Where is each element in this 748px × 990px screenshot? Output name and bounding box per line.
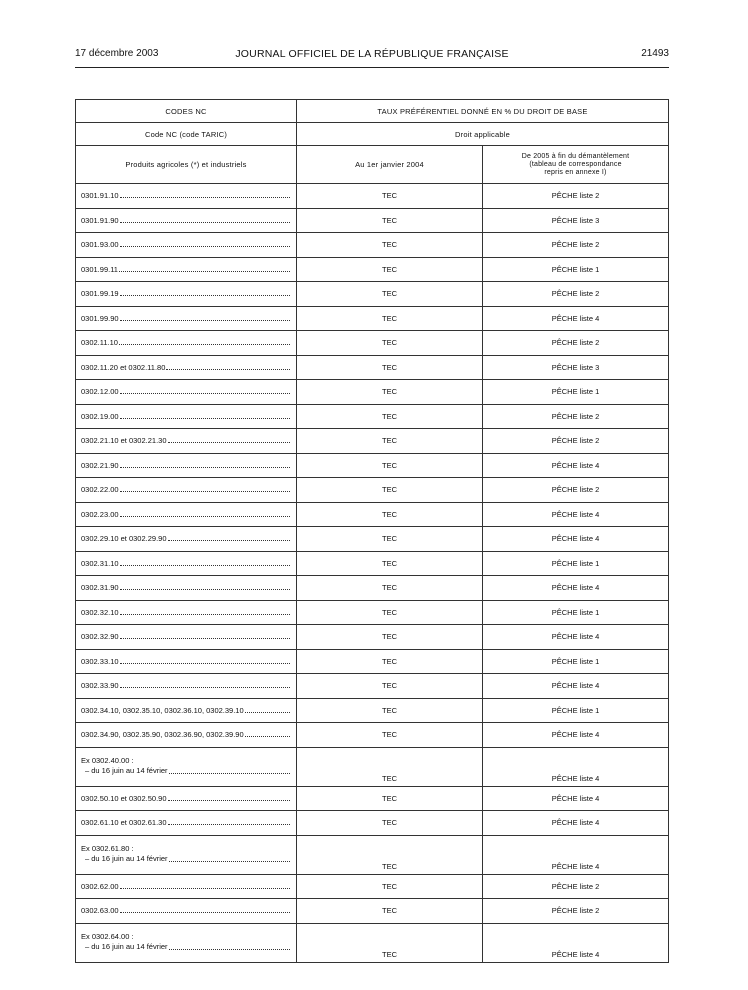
code-cell [76,478,297,503]
code-cell [76,306,297,331]
page-number: 21493 [641,48,669,59]
dot-leader [120,467,290,468]
dot-leader [120,222,290,223]
table-row [76,404,669,429]
dot-leader [120,295,290,296]
rate-2005: PÊCHE liste 2 [483,899,669,924]
table-row [76,502,669,527]
code-cell [76,233,297,258]
dot-leader [120,663,290,664]
code-sublabel: – du 16 juin au 14 février [85,854,168,863]
rate-2005: PÊCHE liste 2 [483,184,669,209]
table-row [76,453,669,478]
code-label: 0302.33.90 [81,681,119,691]
rate-2005: PÊCHE liste 4 [483,674,669,699]
head-2005 [483,146,669,184]
rate-2004: TEC [297,625,483,650]
code-label: 0302.34.10, 0302.35.10, 0302.36.10, 0302.39.10 [81,705,244,715]
table-row [76,355,669,380]
rate-2005: PÊCHE liste 4 [483,811,669,836]
rate-2005: PÊCHE liste 3 [483,355,669,380]
table-row [76,874,669,899]
table-row [76,551,669,576]
code-label: 0302.33.10 [81,656,119,666]
dot-leader [245,712,290,713]
rate-2004: TEC [297,233,483,258]
code-label: Ex 0302.61.80 : [81,844,134,853]
head-2005-line2: (tableau de correspondance [529,160,622,168]
rate-2005: PÊCHE liste 1 [483,698,669,723]
rate-2004: TEC [297,478,483,503]
code-label: Ex 0302.40.00 : [81,756,134,765]
rate-2004: TEC [297,576,483,601]
head-droit: Droit applicable [297,123,669,146]
code-cell [76,576,297,601]
code-label: 0301.91.10 [81,191,119,201]
rate-2004: TEC [297,306,483,331]
dot-leader [120,393,290,394]
code-cell [76,184,297,209]
rate-2005: PÊCHE liste 2 [483,429,669,454]
code-cell [76,723,297,748]
rate-2004: TEC [297,257,483,282]
code-cell [76,698,297,723]
code-cell [76,649,297,674]
head-code-taric: Code NC (code TARIC) [76,123,297,146]
rate-2004: TEC [297,380,483,405]
table-row [76,306,669,331]
table-row [76,625,669,650]
rate-2005: PÊCHE liste 1 [483,600,669,625]
code-label: 0302.61.10 et 0302.61.30 [81,818,167,828]
rate-2005: PÊCHE liste 4 [483,576,669,601]
table-row [76,674,669,699]
head-produits: Produits agricoles (*) et industriels [76,146,297,184]
header-row-2 [76,123,669,146]
rate-2005: PÊCHE liste 2 [483,331,669,356]
rate-2005: PÊCHE liste 4 [483,306,669,331]
rate-2004: TEC [297,649,483,674]
table-row [76,380,669,405]
dot-leader [168,824,291,825]
rate-2004: TEC [297,404,483,429]
journal-title: JOURNAL OFFICIEL DE LA RÉPUBLIQUE FRANÇAISE [235,48,509,60]
code-label: 0302.21.90 [81,460,119,470]
table-row [76,331,669,356]
rate-2005: PÊCHE liste 1 [483,257,669,282]
code-cell [76,257,297,282]
code-label: 0302.21.10 et 0302.21.30 [81,436,167,446]
code-sublabel: – du 16 juin au 14 février [85,942,168,951]
table-row [76,478,669,503]
dot-leader [120,687,290,688]
code-label: 0302.23.00 [81,509,119,519]
rate-2005: PÊCHE liste 4 [483,723,669,748]
code-cell [76,786,297,811]
rate-2005: PÊCHE liste 1 [483,649,669,674]
rate-2004: TEC [297,355,483,380]
rate-2005: PÊCHE liste 4 [483,923,669,962]
code-label: 0302.11.10 [81,338,118,348]
code-cell [76,527,297,552]
code-cell [76,453,297,478]
code-label: 0301.93.00 [81,240,119,250]
header-rule [75,67,669,68]
tariff-table [75,99,669,963]
code-cell [76,208,297,233]
dot-leader [119,271,290,272]
dot-leader [120,912,290,913]
code-label: 0302.19.00 [81,411,119,421]
rate-2005: PÊCHE liste 3 [483,208,669,233]
rate-2004: TEC [297,698,483,723]
header-date: 17 décembre 2003 [75,48,159,59]
table-row [76,429,669,454]
code-cell [76,674,297,699]
rate-2004: TEC [297,429,483,454]
code-label: 0301.99.11 [81,264,118,274]
dot-leader [119,344,290,345]
code-cell [76,811,297,836]
rate-2004: TEC [297,674,483,699]
dot-leader [120,197,290,198]
rate-2004: TEC [297,723,483,748]
table-row [76,723,669,748]
code-label: 0302.63.00 [81,906,119,916]
rate-2004: TEC [297,899,483,924]
rate-2004: TEC [297,331,483,356]
header-row-1 [76,100,669,123]
table-row [76,747,669,786]
code-cell [76,835,297,874]
dot-leader [169,861,290,862]
code-cell [76,923,297,962]
rate-2004: TEC [297,747,483,786]
rate-2004: TEC [297,811,483,836]
table-row [76,899,669,924]
code-cell [76,502,297,527]
table-row [76,184,669,209]
table-row [76,649,669,674]
code-cell [76,355,297,380]
code-cell [76,331,297,356]
dot-leader [120,246,290,247]
rate-2005: PÊCHE liste 2 [483,478,669,503]
code-label: 0302.32.90 [81,632,119,642]
rate-2004: TEC [297,208,483,233]
rate-2005: PÊCHE liste 1 [483,551,669,576]
table-row [76,835,669,874]
code-label: 0302.62.00 [81,881,119,891]
page-header [75,48,669,64]
code-cell [76,874,297,899]
code-label: 0301.99.19 [81,289,119,299]
rate-2005: PÊCHE liste 4 [483,453,669,478]
table-row [76,527,669,552]
rate-2005: PÊCHE liste 2 [483,233,669,258]
code-label: 0302.31.90 [81,583,119,593]
head-taux: TAUX PRÉFÉRENTIEL DONNÉ EN % DU DROIT DE BASE [297,100,669,123]
dot-leader [168,442,291,443]
rate-2004: TEC [297,600,483,625]
rate-2005: PÊCHE liste 4 [483,786,669,811]
code-label: 0301.91.90 [81,215,119,225]
code-sublabel: – du 16 juin au 14 février [85,766,168,775]
table-row [76,257,669,282]
dot-leader [120,638,290,639]
code-label: 0302.29.10 et 0302.29.90 [81,534,167,544]
code-cell [76,747,297,786]
table-row [76,208,669,233]
dot-leader [120,614,290,615]
code-cell [76,429,297,454]
code-cell [76,600,297,625]
dot-leader [245,736,290,737]
code-cell [76,551,297,576]
code-cell [76,625,297,650]
rate-2004: TEC [297,502,483,527]
rate-2004: TEC [297,874,483,899]
dot-leader [169,949,290,950]
head-2005-line1: De 2005 à fin du démantèlement [521,152,630,160]
code-cell [76,380,297,405]
rate-2005: PÊCHE liste 4 [483,835,669,874]
code-label: 0302.50.10 et 0302.50.90 [81,793,167,803]
rate-2005: PÊCHE liste 4 [483,502,669,527]
dot-leader [168,800,291,801]
table-row [76,576,669,601]
table-row [76,600,669,625]
table-row [76,811,669,836]
table-row [76,786,669,811]
table-row [76,233,669,258]
code-label: Ex 0302.64.00 : [81,932,134,941]
rate-2004: TEC [297,923,483,962]
rate-2004: TEC [297,786,483,811]
dot-leader [168,540,291,541]
dot-leader [169,773,290,774]
head-au-2004: Au 1er janvier 2004 [297,146,483,184]
rate-2004: TEC [297,551,483,576]
rate-2004: TEC [297,835,483,874]
rate-2004: TEC [297,282,483,307]
code-cell [76,282,297,307]
code-label: 0302.34.90, 0302.35.90, 0302.36.90, 0302.39.90 [81,730,244,740]
dot-leader [120,320,290,321]
rate-2004: TEC [297,453,483,478]
dot-leader [120,565,290,566]
code-label: 0302.12.00 [81,387,119,397]
rate-2005: PÊCHE liste 2 [483,282,669,307]
table-row [76,282,669,307]
head-2005-line3: repris en annexe I) [544,168,607,176]
code-label: 0302.22.00 [81,485,119,495]
dot-leader [166,369,290,370]
rate-2005: PÊCHE liste 2 [483,874,669,899]
table-row [76,698,669,723]
code-cell [76,899,297,924]
dot-leader [120,589,290,590]
code-label: 0302.31.10 [81,558,119,568]
code-label: 0302.32.10 [81,607,119,617]
code-label: 0301.99.90 [81,313,119,323]
rate-2004: TEC [297,184,483,209]
rate-2005: PÊCHE liste 4 [483,747,669,786]
dot-leader [120,491,290,492]
rate-2005: PÊCHE liste 4 [483,527,669,552]
rate-2005: PÊCHE liste 4 [483,625,669,650]
dot-leader [120,516,290,517]
dot-leader [120,888,290,889]
code-label: 0302.11.20 et 0302.11.80 [81,362,166,372]
rate-2005: PÊCHE liste 1 [483,380,669,405]
head-codes-nc: CODES NC [76,100,297,123]
rate-2004: TEC [297,527,483,552]
header-row-3 [76,146,669,184]
code-cell [76,404,297,429]
table-row [76,923,669,962]
dot-leader [120,418,290,419]
rate-2005: PÊCHE liste 2 [483,404,669,429]
